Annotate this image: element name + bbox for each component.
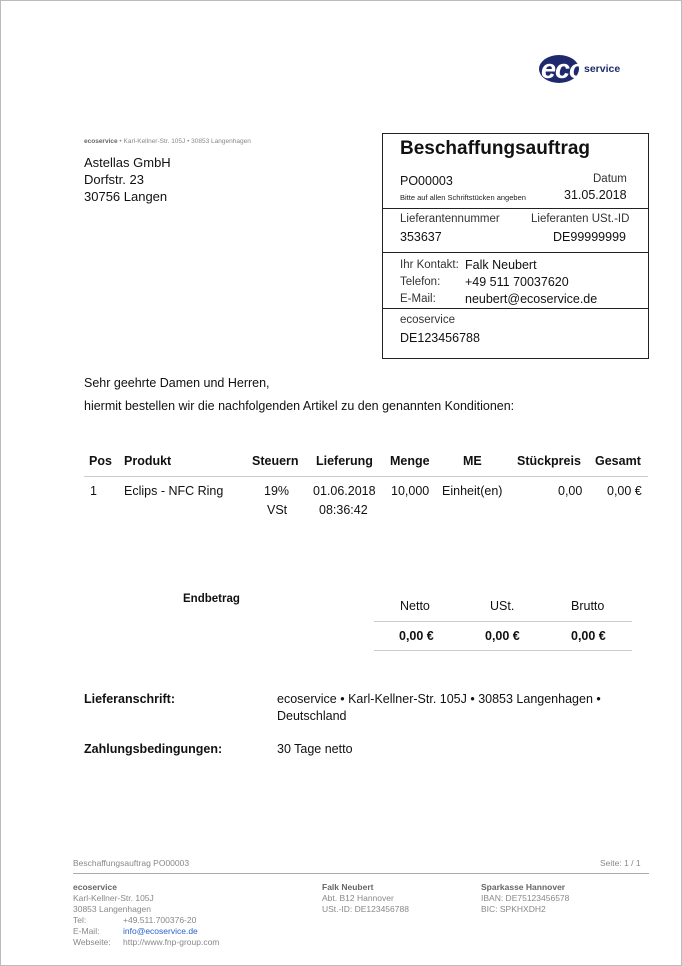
col-header-tax: Steuern [252,454,299,468]
company-vat: DE123456788 [400,331,480,345]
contact-name: Falk Neubert [465,258,537,272]
footer-mail-label: E-Mail: [73,926,100,936]
cell-qty: 10,000 [391,484,430,498]
vat-value: 0,00 € [485,629,520,643]
order-date: 31.05.2018 [564,188,627,202]
sender-company: ecoservice [84,138,118,145]
payment-terms: 30 Tage netto [277,742,353,756]
footer-bank-name: Sparkasse Hannover [481,882,566,892]
cell-total: 0,00 € [607,484,642,498]
col-header-total: Gesamt [595,454,641,468]
footer-vat: USt.-ID: DE123456788 [322,904,409,914]
box-divider [383,308,648,309]
company-label: ecoservice [400,314,455,326]
gross-value: 0,00 € [571,629,606,643]
order-note: Bitte auf allen Schriftstücken angeben [400,193,526,202]
delivery-address-line2: Deutschland [277,709,347,723]
col-header-delivery: Lieferung [316,454,373,468]
cell-unit-price: 0,00 [558,484,583,498]
col-header-unit: ME [463,454,482,468]
net-value: 0,00 € [399,629,434,643]
contact-email: neubert@ecoservice.de [465,292,598,306]
supplier-vat-label: Lieferanten USt.-ID [531,213,630,225]
col-header-product: Produkt [124,454,172,468]
cell-tax-type: VSt [267,503,288,517]
sender-line [84,138,251,145]
cell-delivery-time: 08:36:42 [319,503,368,517]
footer-street: Karl-Kellner-Str. 105J [73,893,154,903]
contact-label: Ihr Kontakt: [400,259,459,271]
vat-label: USt. [490,599,515,613]
supplier-number: 353637 [400,230,442,244]
logo-mark: eco [541,54,585,84]
delivery-label: Lieferanschrift: [84,692,175,706]
footer-bank [481,882,565,892]
cell-product: Eclips - NFC Ring [124,484,224,498]
payment-label: Zahlungsbedingungen: [84,742,223,756]
footer-web-label: Webseite: [73,937,111,947]
sender-address: • Karl-Kellner-Str. 105J • 30853 Langenhagen [117,138,251,145]
footer-page: Seite: 1 / 1 [600,858,641,868]
totals-bottom-rule [374,650,632,651]
logo-word: service [584,63,621,75]
footer-company [73,882,117,892]
footer-tel-label: Tel: [73,915,87,925]
supplier-number-label: Lieferantennummer [400,213,500,225]
footer-email-link[interactable]: info@ecoservice.de [123,926,198,936]
phone-label: Telefon: [400,276,441,288]
cell-delivery-date: 01.06.2018 [313,484,376,498]
footer-website[interactable]: http://www.fnp-group.com [123,937,220,947]
net-label: Netto [400,599,430,613]
footer-rule [73,873,649,874]
order-number: PO00003 [400,174,453,188]
footer-city: 30853 Langenhagen [73,904,151,914]
intro-line: hiermit bestellen wir die nachfolgenden Artikel zu den genannten Konditionen: [84,399,515,413]
recipient-name: Astellas GmbH [84,155,171,170]
cell-tax-rate: 19% [264,484,290,498]
col-header-qty: Menge [390,454,430,468]
footer-contact-name: Falk Neubert [322,882,374,892]
footer-tel: +49.511.700376-20 [123,915,197,925]
delivery-address-line1: ecoservice • Karl-Kellner-Str. 105J • 30853 Langenhagen • [277,692,601,706]
footer-iban: IBAN: DE75123456578 [481,893,570,903]
order-title: Beschaffungsauftrag [400,138,591,159]
email-label: E-Mail: [400,293,436,305]
recipient-city: 30756 Langen [84,189,168,204]
ecoservice-logo [539,55,629,85]
date-label: Datum [593,173,627,185]
footer-company-name: ecoservice [73,882,117,892]
totals-label: Endbetrag [183,593,240,605]
supplier-vat: DE99999999 [553,230,626,244]
table-header-rule [84,476,648,477]
cell-unit: Einheit(en) [442,484,503,498]
footer-bic: BIC: SPKHXDH2 [481,904,546,914]
box-divider [383,252,648,253]
col-header-pos: Pos [89,454,112,468]
greeting-line: Sehr geehrte Damen und Herren, [84,376,270,390]
cell-pos: 1 [90,484,97,498]
footer-dept: Abt. B12 Hannover [322,893,394,903]
gross-label: Brutto [571,599,605,613]
box-divider [383,208,648,209]
contact-phone: +49 511 70037620 [465,275,569,289]
totals-rule [374,621,632,622]
footer-contact [322,882,374,892]
recipient-street: Dorfstr. 23 [84,172,144,187]
col-header-unit-price: Stückpreis [517,454,581,468]
order-info-box [382,133,649,359]
footer-doc-name: Beschaffungsauftrag PO00003 [73,858,190,868]
